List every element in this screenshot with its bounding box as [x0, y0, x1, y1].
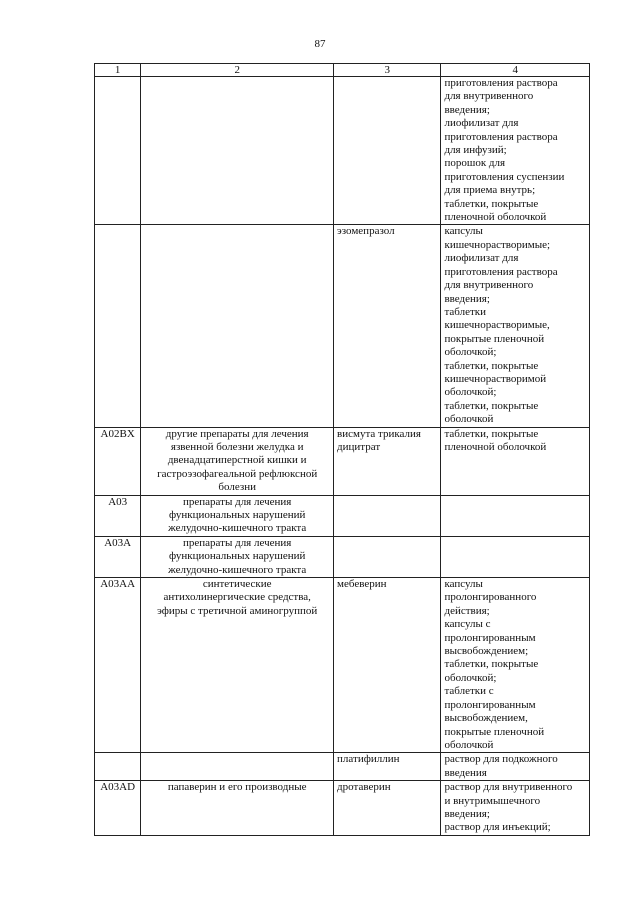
table-row [95, 427, 590, 495]
dosage-forms-cell [441, 536, 590, 577]
atc-code-cell: A03 [95, 495, 141, 536]
group-name-cell: препараты для лечения функциональных нарушений желудочно-кишечного тракта [141, 495, 334, 536]
group-name-cell: другие препараты для лечения язвенной болезни желудка и двенадцатиперстной кишки и гастроэзофагеальной рефлюксной болезни [141, 427, 334, 495]
group-name-cell: папаверин и его производные [141, 781, 334, 836]
dosage-forms-cell: таблетки, покрытые пленочной оболочкой [441, 427, 590, 495]
table-row [95, 495, 590, 536]
group-name-cell: синтетические антихолинергические средства, эфиры с третичной аминогруппой [141, 578, 334, 753]
drug-name-cell: висмута трикалия дицитрат [334, 427, 441, 495]
column-header-3: 3 [334, 64, 441, 77]
table-row [95, 781, 590, 836]
table-row [95, 753, 590, 781]
atc-code-cell: A03A [95, 536, 141, 577]
dosage-forms-cell: раствор для подкожного введения [441, 753, 590, 781]
atc-code-cell [95, 77, 141, 225]
drug-name-cell: платифиллин [334, 753, 441, 781]
group-name-cell: препараты для лечения функциональных нарушений желудочно-кишечного тракта [141, 536, 334, 577]
group-name-cell [141, 753, 334, 781]
table-row [95, 536, 590, 577]
drug-table [94, 63, 590, 836]
page-number: 87 [314, 38, 326, 50]
group-name-cell [141, 225, 334, 427]
dosage-forms-cell: капсулы кишечнорастворимые; лиофилизат для приготовления раствора для внутривенного введения; таблетки кишечнорастворимые, покрытые пленочной оболочкой; таблетки, покрытые кишечнорастворимой оболочкой; таблетки, покрытые оболочкой [441, 225, 590, 427]
group-name-cell [141, 77, 334, 225]
atc-code-cell [95, 753, 141, 781]
drug-name-cell: дротаверин [334, 781, 441, 836]
dosage-forms-cell [441, 495, 590, 536]
atc-code-cell: A03AA [95, 578, 141, 753]
column-header-4: 4 [441, 64, 590, 77]
table-row [95, 77, 590, 225]
drug-name-cell: мебеверин [334, 578, 441, 753]
drug-name-cell [334, 495, 441, 536]
column-header-1: 1 [95, 64, 141, 77]
atc-code-cell: A02BX [95, 427, 141, 495]
table-row [95, 578, 590, 753]
atc-code-cell [95, 225, 141, 427]
atc-code-cell: A03AD [95, 781, 141, 836]
dosage-forms-cell: приготовления раствора для внутривенного введения; лиофилизат для приготовления раствора для инфузий; порошок для приготовления суспензии для приема внутрь; таблетки, покрытые пленочной оболочкой [441, 77, 590, 225]
drug-name-cell [334, 77, 441, 225]
table-header-row [95, 64, 590, 77]
table-row [95, 225, 590, 427]
drug-name-cell [334, 536, 441, 577]
dosage-forms-cell: капсулы пролонгированного действия; капсулы с пролонгированным высвобождением; таблетки, покрытые оболочкой; таблетки с пролонгированным высвобождением, покрытые пленочной оболочкой [441, 578, 590, 753]
dosage-forms-cell: раствор для внутривенного и внутримышечного введения; раствор для инъекций; [441, 781, 590, 836]
column-header-2: 2 [141, 64, 334, 77]
drug-name-cell: эзомепразол [334, 225, 441, 427]
